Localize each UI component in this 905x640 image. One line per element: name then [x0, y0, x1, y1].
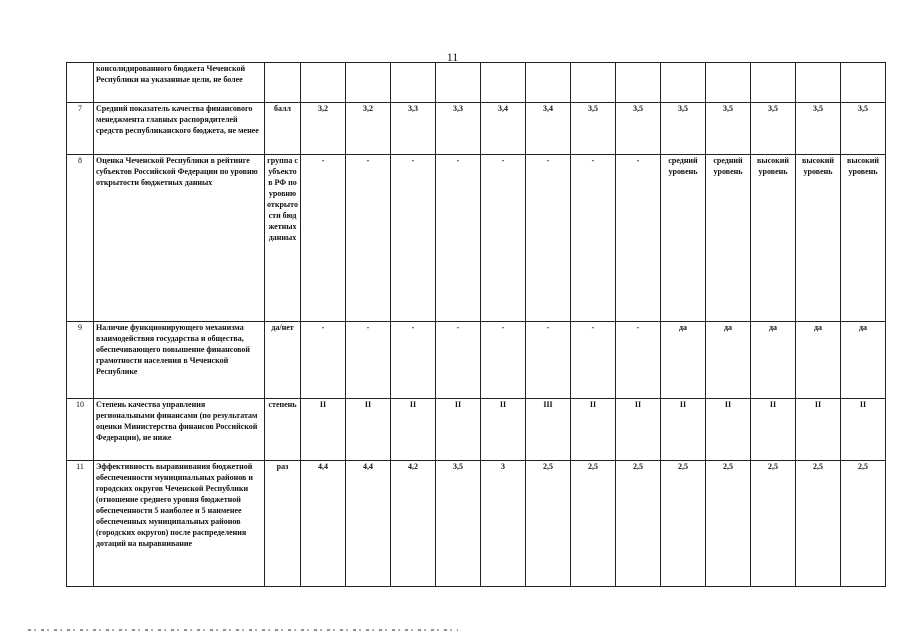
indicator-name: Степень качества управления региональными финансами (по результатам оценки Министерства финансов Российской Федерации), не ниже — [94, 399, 265, 461]
unit-of-measure: степень — [265, 399, 301, 461]
year-value: - — [391, 322, 436, 399]
year-value: - — [301, 322, 346, 399]
table-row — [67, 103, 886, 155]
year-value: 2,5 — [796, 461, 841, 587]
year-value: II — [436, 399, 481, 461]
year-value: - — [526, 322, 571, 399]
year-value: 3,5 — [706, 103, 751, 155]
year-value: II — [706, 399, 751, 461]
year-value: II — [661, 399, 706, 461]
year-value: II — [841, 399, 886, 461]
year-value: 3,3 — [436, 103, 481, 155]
year-value: 2,5 — [841, 461, 886, 587]
year-value: 2,5 — [616, 461, 661, 587]
year-value: - — [616, 322, 661, 399]
indicator-name: Наличие функционирующего механизма взаимодействия государства и общества, обеспечивающего повышение финансовой грамотности населения в Чеченской Республике — [94, 322, 265, 399]
year-value: да — [796, 322, 841, 399]
year-value: 2,5 — [706, 461, 751, 587]
unit-of-measure — [265, 63, 301, 103]
page-number: 11 — [446, 50, 459, 64]
year-value: 4,4 — [346, 461, 391, 587]
year-value — [706, 63, 751, 103]
year-value: 2,5 — [661, 461, 706, 587]
year-value: III — [526, 399, 571, 461]
year-value — [616, 63, 661, 103]
row-number: 7 — [67, 103, 94, 155]
year-value: II — [751, 399, 796, 461]
year-value: да — [706, 322, 751, 399]
year-value: 3,5 — [841, 103, 886, 155]
unit-of-measure: балл — [265, 103, 301, 155]
year-value — [661, 63, 706, 103]
row-number: 10 — [67, 399, 94, 461]
year-value: II — [796, 399, 841, 461]
year-value: - — [391, 155, 436, 322]
year-value: - — [481, 155, 526, 322]
year-value: 4,4 — [301, 461, 346, 587]
indicator-name: Оценка Чеченской Республики в рейтинге субъектов Российской Федерации по уровню открытости бюджетных данных — [94, 155, 265, 322]
year-value: 3,4 — [526, 103, 571, 155]
year-value: II — [391, 399, 436, 461]
scan-noise — [28, 629, 458, 631]
year-value: 3,5 — [751, 103, 796, 155]
year-value: высокий уровень — [751, 155, 796, 322]
unit-of-measure: группа субъектов РФ по уровню открытости бюджетных данных — [265, 155, 301, 322]
year-value — [526, 63, 571, 103]
unit-of-measure: да/нет — [265, 322, 301, 399]
row-number: 9 — [67, 322, 94, 399]
year-value: II — [616, 399, 661, 461]
year-value: 3,2 — [301, 103, 346, 155]
year-value: 3,5 — [571, 103, 616, 155]
year-value: высокий уровень — [841, 155, 886, 322]
year-value: - — [436, 322, 481, 399]
year-value: да — [661, 322, 706, 399]
table-row — [67, 155, 886, 322]
indicator-name: Эффективность выравнивания бюджетной обеспеченности муниципальных районов и городских округов Чеченской Республики (отношение среднего уровня бюджетной обеспеченности 5 наиболее и 5 наименее обеспеченных муниципальных районов (городских округов) после распределения дотаций на выравнивание — [94, 461, 265, 587]
year-value: средний уровень — [661, 155, 706, 322]
year-value: - — [571, 155, 616, 322]
year-value — [346, 63, 391, 103]
year-value: 2,5 — [571, 461, 616, 587]
year-value — [841, 63, 886, 103]
year-value: II — [571, 399, 616, 461]
year-value — [436, 63, 481, 103]
table-row — [67, 63, 886, 103]
year-value: средний уровень — [706, 155, 751, 322]
year-value: 3,5 — [661, 103, 706, 155]
row-number: 11 — [67, 461, 94, 587]
indicator-name: Средний показатель качества финансового менеджмента главных распорядителей средств республиканского бюджета, не менее — [94, 103, 265, 155]
year-value: II — [346, 399, 391, 461]
row-number — [67, 63, 94, 103]
year-value — [796, 63, 841, 103]
year-value: 4,2 — [391, 461, 436, 587]
year-value: 2,5 — [751, 461, 796, 587]
year-value: 3,5 — [796, 103, 841, 155]
year-value: - — [526, 155, 571, 322]
year-value: - — [301, 155, 346, 322]
indicator-name: консолидированного бюджета Чеченской Республики на указанные цели, не более — [94, 63, 265, 103]
year-value: II — [481, 399, 526, 461]
year-value — [751, 63, 796, 103]
year-value: 2,5 — [526, 461, 571, 587]
row-number: 8 — [67, 155, 94, 322]
year-value: - — [481, 322, 526, 399]
year-value: 3,3 — [391, 103, 436, 155]
year-value: да — [841, 322, 886, 399]
year-value: да — [751, 322, 796, 399]
table-row — [67, 399, 886, 461]
year-value: 3,2 — [346, 103, 391, 155]
table-row — [67, 461, 886, 587]
year-value: - — [436, 155, 481, 322]
year-value: II — [301, 399, 346, 461]
year-value: 3,5 — [616, 103, 661, 155]
year-value: 3 — [481, 461, 526, 587]
year-value: 3,5 — [436, 461, 481, 587]
year-value: высокий уровень — [796, 155, 841, 322]
year-value: - — [571, 322, 616, 399]
year-value — [301, 63, 346, 103]
year-value: - — [616, 155, 661, 322]
year-value: - — [346, 155, 391, 322]
table-row — [67, 322, 886, 399]
year-value — [571, 63, 616, 103]
year-value — [481, 63, 526, 103]
year-value: 3,4 — [481, 103, 526, 155]
unit-of-measure: раз — [265, 461, 301, 587]
year-value: - — [346, 322, 391, 399]
indicators-table — [66, 62, 886, 587]
year-value — [391, 63, 436, 103]
